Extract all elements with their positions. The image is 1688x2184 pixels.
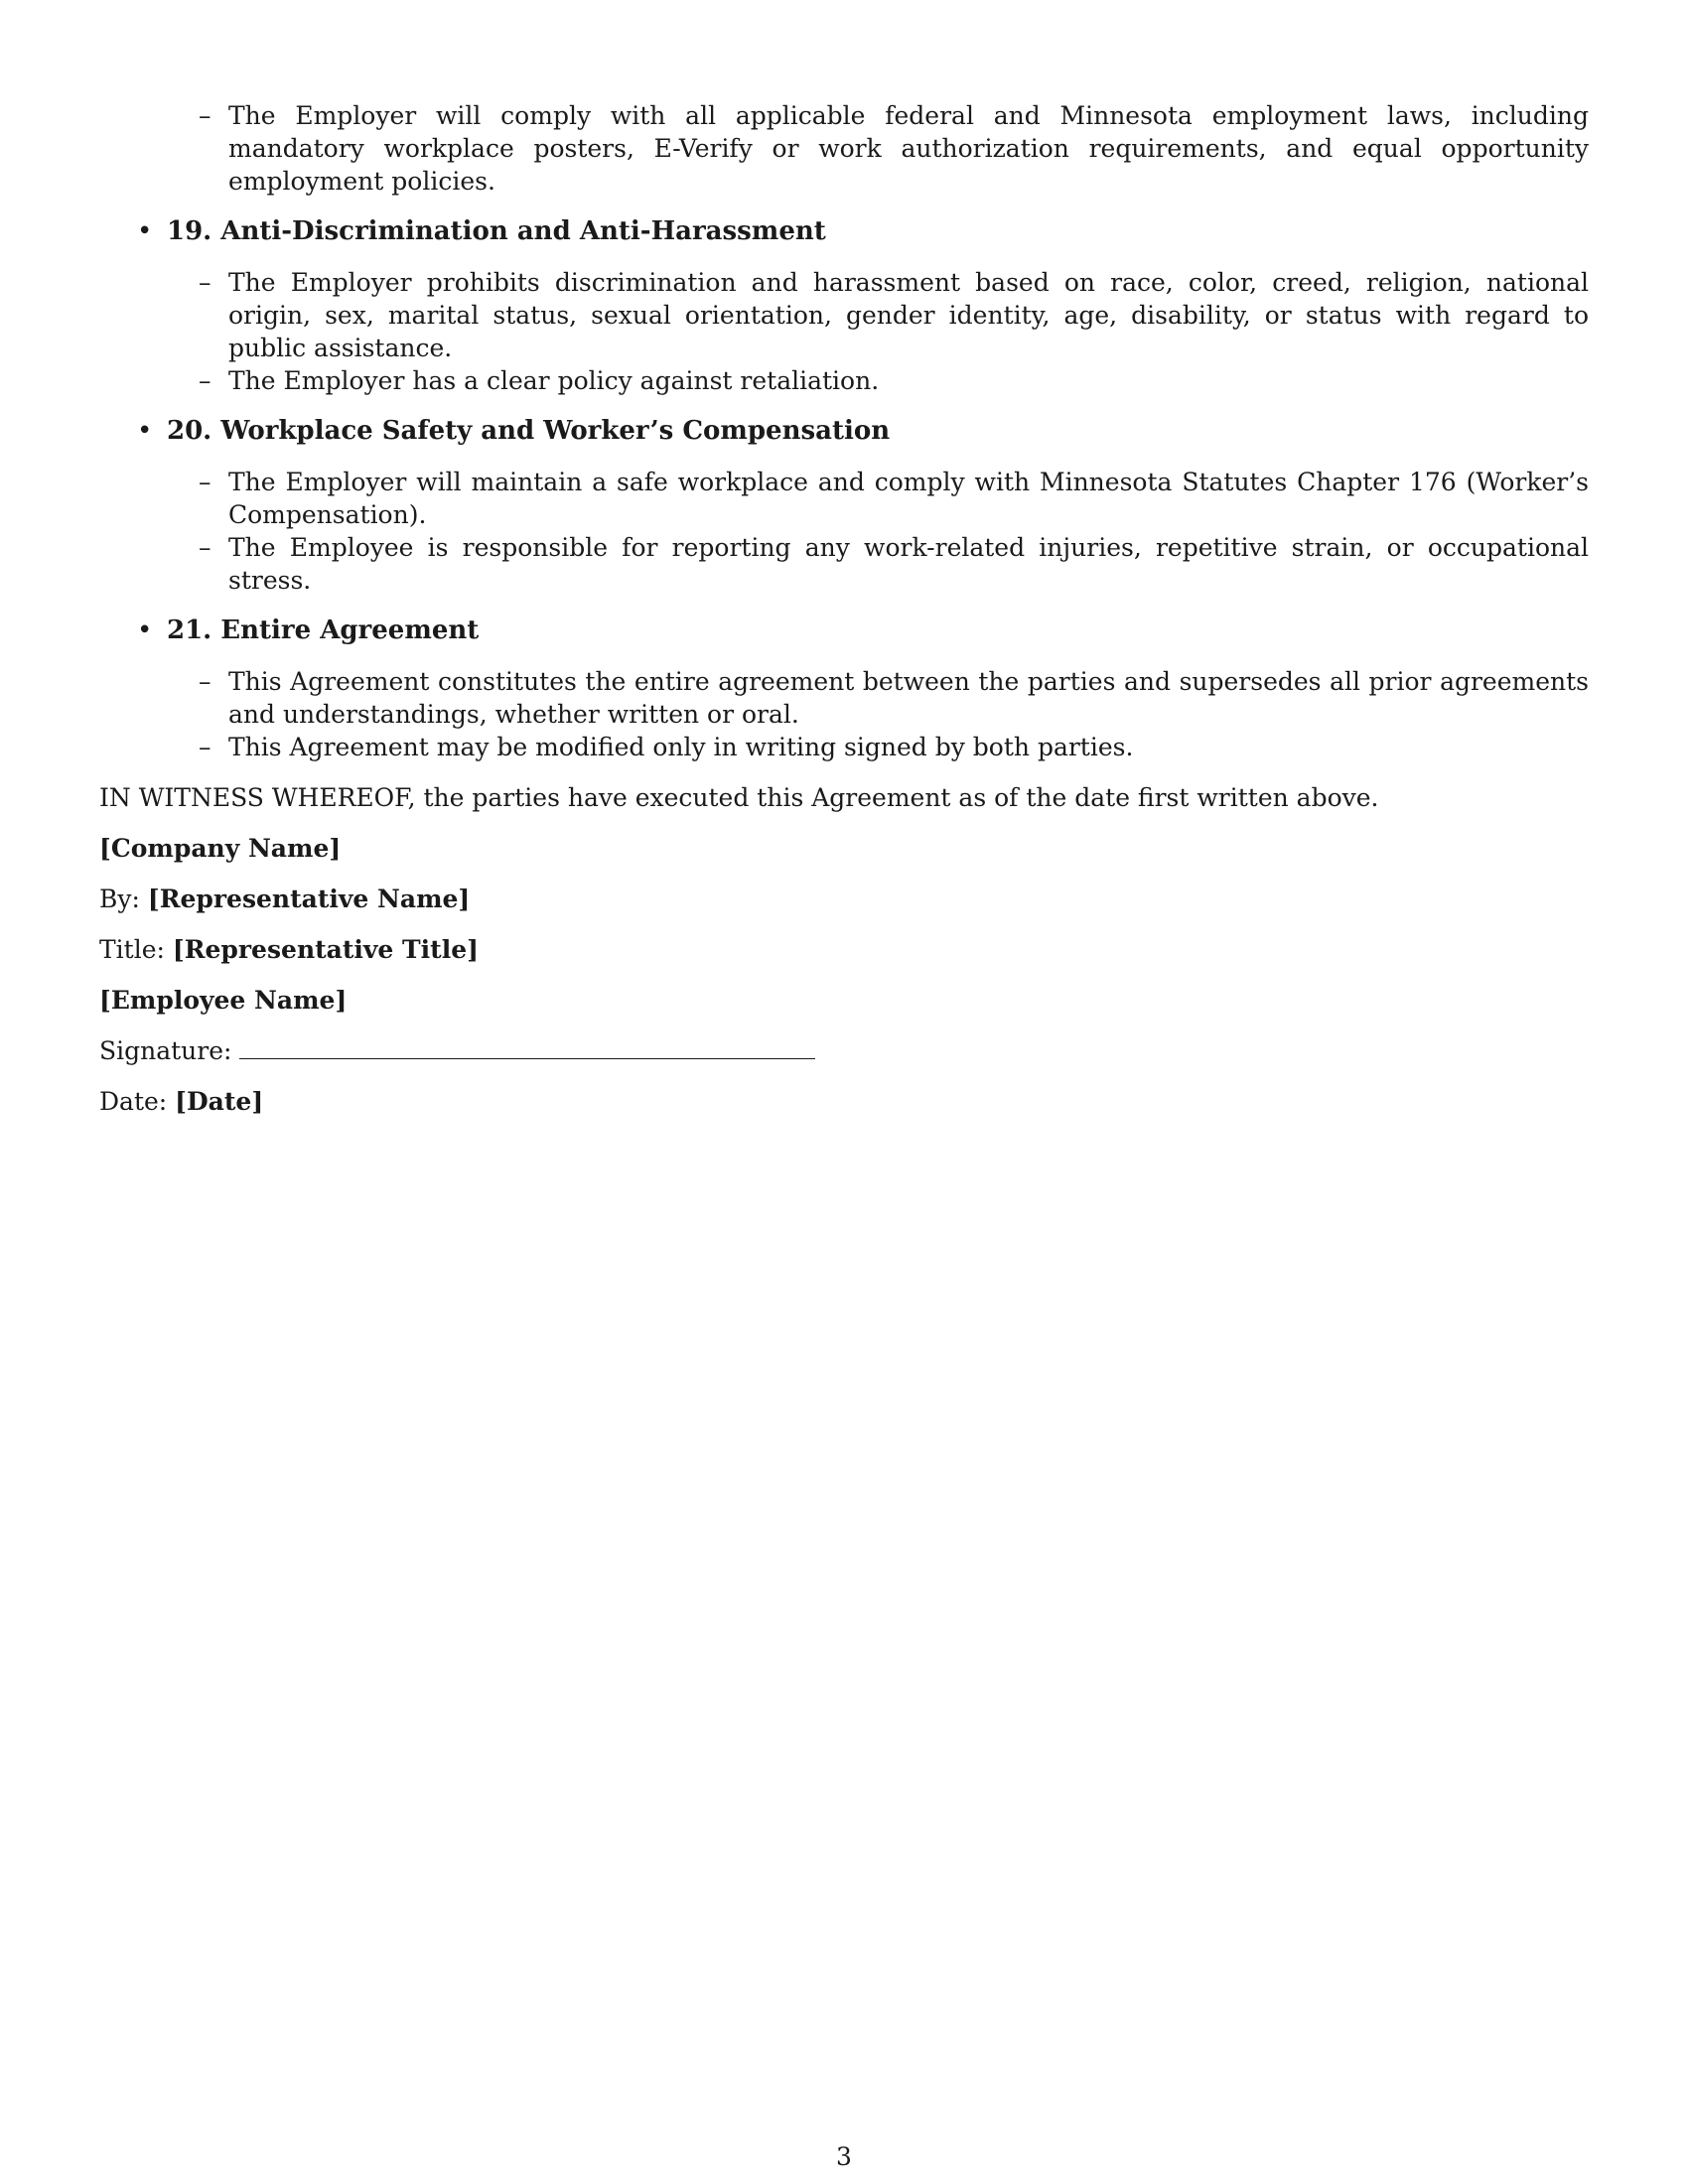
section-heading-19 <box>137 215 1589 248</box>
dash-marker: – <box>199 733 211 761</box>
title-label: Title: <box>99 935 165 964</box>
list-item <box>199 531 1589 597</box>
company-name: [Company Name] <box>99 834 342 863</box>
list-item-text: This Agreement constitutes the entire agreement between the parties and supersedes all prior agreements and understandings, whether written or oral. <box>228 667 1589 729</box>
date-label: Date: <box>99 1087 168 1116</box>
witness-statement: IN WITNESS WHEREOF, the parties have executed this Agreement as of the date first written above. <box>99 783 1379 812</box>
list-item-text: The Employer will maintain a safe workplace and comply with Minnesota Statutes Chapter 176 (Worker’s Compensation). <box>228 468 1589 529</box>
bullet-marker: • <box>137 216 153 246</box>
list-item <box>199 364 1589 397</box>
document-page <box>99 99 1589 1118</box>
list-item <box>199 99 1589 198</box>
representative-title: [Representative Title] <box>172 935 479 964</box>
section-heading-21 <box>137 614 1589 647</box>
section-title: Entire Agreement <box>220 615 480 645</box>
list-item-text: The Employer will comply with all applicable federal and Minnesota employment laws, including mandatory workplace posters, E-Verify or work authorization requirements, and equal opportunity employment policies. <box>228 101 1589 196</box>
signature-field[interactable] <box>239 1036 815 1059</box>
by-label: By: <box>99 885 140 913</box>
section-number: 21. <box>167 615 212 645</box>
representative-name: [Representative Name] <box>147 885 471 913</box>
representative-line <box>99 883 1589 915</box>
date-value: [Date] <box>175 1087 264 1116</box>
section-title: Workplace Safety and Worker’s Compensation <box>220 416 891 446</box>
list-item <box>199 665 1589 731</box>
list-item-text: The Employer has a clear policy against retaliation. <box>228 366 880 395</box>
dash-marker: – <box>199 468 211 496</box>
dash-marker: – <box>199 101 211 130</box>
dash-marker: – <box>199 667 211 696</box>
list-item <box>199 466 1589 531</box>
dash-marker: – <box>199 268 211 297</box>
section-number: 19. <box>167 216 212 246</box>
section-number: 20. <box>167 416 212 446</box>
bullet-marker: • <box>137 416 153 446</box>
list-item-text: The Employer prohibits discrimination and harassment based on race, color, creed, religion, national origin, sex, marital status, sexual orientation, gender identity, age, disability, or status with regard to public assistance. <box>228 268 1589 362</box>
list-item-text: This Agreement may be modified only in writing signed by both parties. <box>228 733 1134 761</box>
section-heading-20 <box>137 415 1589 448</box>
page-number: 3 <box>836 2142 852 2171</box>
title-line <box>99 933 1589 966</box>
dash-marker: – <box>199 533 211 562</box>
list-item-text: The Employee is responsible for reporting any work-related injuries, repetitive strain, or occupational stress. <box>228 533 1589 595</box>
signature-label: Signature: <box>99 1036 232 1065</box>
date-line <box>99 1085 1589 1118</box>
section-title: Anti-Discrimination and Anti-Harassment <box>220 216 826 246</box>
list-item <box>199 266 1589 364</box>
signature-line <box>99 1034 1589 1067</box>
bullet-marker: • <box>137 615 153 645</box>
list-item <box>199 731 1589 763</box>
employee-name: [Employee Name] <box>99 986 348 1015</box>
dash-marker: – <box>199 366 211 395</box>
